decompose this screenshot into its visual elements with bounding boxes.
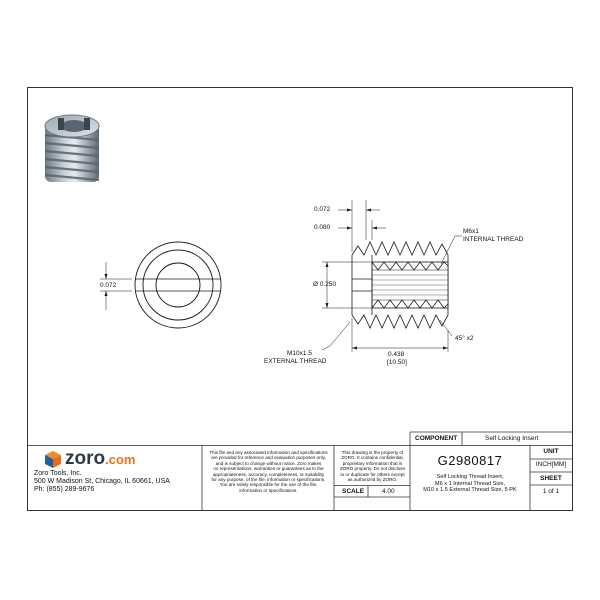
property-line: ZORO. It contains confidential, xyxy=(341,455,404,461)
zoro-wordmark xyxy=(65,448,135,470)
side-section-view xyxy=(352,242,448,328)
disclaimer-line: You are solely responsible for the use of the file, xyxy=(219,482,318,488)
property-line: ZORO property. Do not disclose xyxy=(339,466,406,472)
dim-length-mm: [10.50] xyxy=(387,359,407,366)
property-line: This drawing is the property of xyxy=(341,450,404,455)
end-view xyxy=(100,242,221,328)
disclaimer-line: This file and any associated information and specifications xyxy=(209,450,328,455)
disclaimer-line: information or specifications. xyxy=(239,487,298,493)
property-notice xyxy=(335,450,410,482)
internal-thread-label: INTERNAL THREAD xyxy=(463,236,524,243)
component-value: Self Locking Insert xyxy=(485,435,539,442)
dim-dia-250: Ø 0.250 xyxy=(313,281,337,288)
scale-label: SCALE xyxy=(342,488,365,495)
scale-value: 4.00 xyxy=(382,488,395,495)
disclaimer-line: for any purpose, of the file, information or specifications. xyxy=(211,477,326,483)
description-line: Self Locking Thread Insert, xyxy=(436,474,504,480)
internal-thread-size: M6x1 xyxy=(463,228,479,235)
dim-left-072: 0.072 xyxy=(100,282,117,289)
unit-label: UNIT xyxy=(543,448,559,455)
company-name: Zoro Tools, Inc. xyxy=(34,470,82,477)
description-line: M10 x 1.5 External Thread Size, 5 PK xyxy=(423,487,517,493)
disclaimer-text xyxy=(203,450,334,493)
property-line: proprietary information that is xyxy=(342,460,403,466)
unit-value: INCH[MM] xyxy=(535,461,567,468)
part-number: G2980817 xyxy=(437,453,503,468)
company-info xyxy=(34,470,202,495)
dim-top-072: 0.072 xyxy=(314,206,331,213)
disclaimer-line: appropriateness, accuracy, completeness, or suitability xyxy=(212,471,325,477)
sheet-label: SHEET xyxy=(540,475,562,482)
disclaimer-line: and is subject to change without notice. Zoro makes xyxy=(215,460,322,466)
component-label: COMPONENT xyxy=(415,435,458,442)
external-thread-size: M10x1.5 xyxy=(287,350,312,357)
chamfer-callout: 45° x2 xyxy=(455,335,474,342)
disclaimer-line: no representations, warranties or guarantees as to the xyxy=(213,466,324,472)
property-line: to or duplicate for others except xyxy=(340,471,405,477)
zoro-logo-cube xyxy=(45,451,61,468)
dim-top-080: 0.080 xyxy=(314,224,331,231)
company-address: 500 W Madison St, Chicago, IL 60661, USA xyxy=(34,478,170,486)
property-line: as authorized by ZORO. xyxy=(347,477,398,483)
description-line: M6 x 1 Internal Thread Size, xyxy=(434,480,506,487)
brand-suffix: .com xyxy=(105,452,136,467)
disclaimer-line: are provided for reference and evaluation purposes only, xyxy=(211,455,326,461)
part-description xyxy=(410,474,530,494)
company-phone: Ph: (855) 289-9676 xyxy=(34,486,95,494)
brand-name: zoro xyxy=(65,448,106,469)
insert-3d-thumbnail xyxy=(45,115,99,182)
dim-length-inch: 0.438 xyxy=(388,351,405,358)
sheet-value: 1 of 1 xyxy=(542,488,560,495)
external-thread-label: EXTERNAL THREAD xyxy=(264,358,327,365)
